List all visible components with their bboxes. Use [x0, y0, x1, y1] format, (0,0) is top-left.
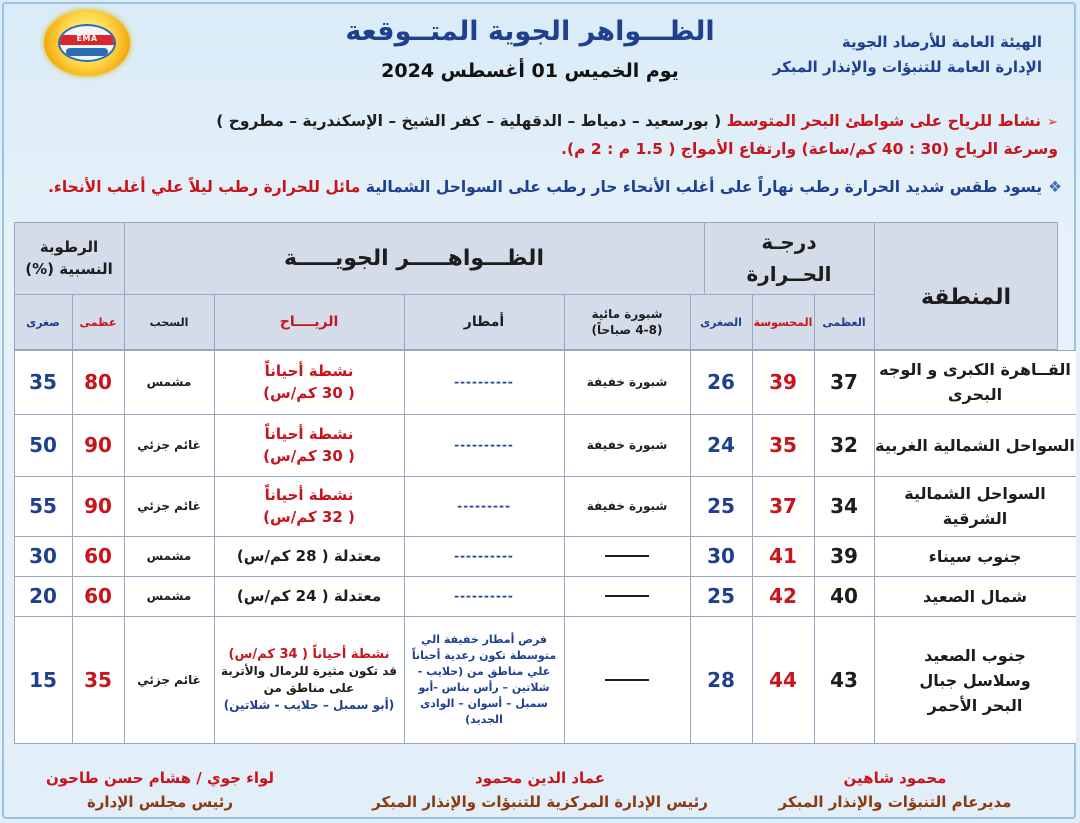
temp-feels: 37 [769, 494, 797, 518]
region-name: القــاهرة الكبرى و الوجه البحرى [879, 360, 1071, 404]
humidity-min: 20 [29, 584, 57, 608]
logo-emblem [58, 24, 116, 62]
wind-value: معتدلة ( 28 كم/س) [236, 547, 382, 565]
header-temperature: درجـة الحــرارة [746, 230, 832, 286]
subheader-min: الصغرى [700, 315, 742, 329]
logo-text: EMA [76, 34, 98, 43]
signature-chairman [10, 766, 310, 814]
fog-value [564, 616, 690, 744]
signature-position: مديرعام التنبؤات والإنذار المبكر [778, 793, 1012, 811]
rain-value: ---------- [454, 375, 514, 389]
temp-max: 43 [830, 668, 858, 692]
temp-max: 34 [830, 494, 858, 518]
signature-position: رئيس الإدارة المركزية للتنبؤات والإنذار المبكر [372, 793, 708, 811]
temp-max: 37 [830, 370, 858, 394]
clouds-value: غائم جزئي [137, 499, 201, 513]
subheader-wind: الريــــاح [279, 314, 339, 330]
temp-max: 32 [830, 433, 858, 457]
subheader-max: العظمى [822, 315, 866, 329]
rain-value: --------- [457, 499, 511, 513]
temp-min: 30 [707, 544, 735, 568]
signature-central [350, 766, 730, 814]
humidity-min: 50 [29, 433, 57, 457]
wind-value: معتدلة ( 24 كم/س) [236, 587, 382, 605]
subheader-hum-min: صغرى [26, 315, 60, 329]
temp-feels: 39 [769, 370, 797, 394]
subheader-fog: شبورة مائية (4-8 صباحاً) [591, 307, 663, 337]
wind-warning-detail: وسرعة الرياح (30 : 40 كم/ساعة) وارتفاع الأمواج ( 1.5 م : 2 م). [561, 140, 1058, 158]
wind-warning-bullet [120, 108, 1058, 162]
org-line-1: الهيئة العامة للأرصاد الجوية [841, 33, 1042, 51]
fog-value: شبورة خفيفة [586, 375, 668, 389]
temp-max: 40 [830, 584, 858, 608]
organization-name [742, 30, 1042, 80]
subheader-hum-max: عظمى [79, 315, 117, 329]
region-name: السواحل الشمالية الشرقية [904, 484, 1046, 528]
rain-value: ---------- [454, 549, 514, 563]
wind-value: نشطة أحياناً ( 34 كم/س) قد تكون مثيرة للرمال والأتربة على مناطق من (أبو سمبل – حلايب - شلاتين) [220, 647, 397, 712]
humidity-max: 90 [84, 494, 112, 518]
wind-value: نشطة أحياناً ( 32 كم/س) [263, 486, 355, 526]
signature-director [730, 766, 1060, 814]
humidity-max: 60 [84, 544, 112, 568]
page-title: الظـــواهر الجوية المتــوقعة [345, 16, 715, 47]
wind-warning-title: نشاط للرياح على شواطئ البحر المتوسط [726, 112, 1042, 130]
wind-warning-areas: ( بورسعيد – دمياط – الدقهلية – كفر الشيخ – الإسكندرية – مطروح ) [216, 112, 722, 130]
subheader-clouds: السحب [149, 315, 189, 329]
subheader-rain: أمطار [463, 314, 505, 330]
org-line-2: الإدارة العامة للتنبؤات والإنذار المبكر [772, 58, 1042, 76]
temp-max: 39 [830, 544, 858, 568]
signature-name: محمود شاهين [843, 769, 947, 787]
temp-min: 24 [707, 433, 735, 457]
wind-value: نشطة أحياناً ( 30 كم/س) [263, 362, 355, 402]
clouds-value: مشمس [146, 549, 192, 563]
fog-value [564, 576, 690, 616]
fog-value: شبورة خفيفة [586, 499, 668, 513]
humidity-min: 15 [29, 668, 57, 692]
general-weather-night: مائل للحرارة رطب ليلاً علي أغلب الأنحاء. [48, 178, 361, 196]
humidity-min: 55 [29, 494, 57, 518]
fog-value [564, 536, 690, 576]
fog-value: شبورة خفيفة [586, 438, 668, 452]
temp-min: 26 [707, 370, 735, 394]
humidity-max: 80 [84, 370, 112, 394]
humidity-max: 35 [84, 668, 112, 692]
temp-min: 28 [707, 668, 735, 692]
temp-min: 25 [707, 494, 735, 518]
arrow-bullet-icon: ➢ [1047, 115, 1058, 130]
header-region: المنطقة [920, 284, 1012, 310]
humidity-min: 35 [29, 370, 57, 394]
ema-logo [44, 10, 130, 76]
clouds-value: مشمس [146, 589, 192, 603]
rain-value: فرص أمطار خفيفة الي متوسطة تكون رعدية أحياناً علي مناطق من (حلايب - شلاتين – رأس بناس -أبو سمبل – أسوان – الوادى الجديد) [411, 633, 557, 726]
region-name: السواحل الشمالية الغربية [875, 435, 1075, 455]
clouds-value: غائم جزئي [137, 438, 201, 452]
humidity-max: 60 [84, 584, 112, 608]
header-humidity: الرطوبة النسبية (%) [25, 238, 113, 278]
rain-value: ---------- [454, 438, 514, 452]
clouds-value: غائم جزئي [137, 673, 201, 687]
temp-feels: 44 [769, 668, 797, 692]
region-name: جنوب سيناء [928, 546, 1022, 566]
general-weather-day: يسود طقس شديد الحرارة رطب نهاراً على أغلب الأنحاء حار رطب على السواحل الشمالية [365, 178, 1043, 196]
forecast-date: يوم الخميس 01 أغسطس 2024 [381, 60, 679, 82]
humidity-max: 90 [84, 433, 112, 457]
wind-value: نشطة أحياناً ( 30 كم/س) [263, 425, 355, 465]
subheader-feels: المحسوسة [753, 315, 813, 329]
temp-min: 25 [707, 584, 735, 608]
temp-feels: 35 [769, 433, 797, 457]
diamond-bullet-icon: ❖ [1048, 178, 1062, 196]
forecast-table [14, 222, 1076, 744]
signature-name: لواء جوي / هشام حسن طاحون [45, 769, 275, 787]
signature-name: عماد الدين محمود [475, 769, 605, 787]
humidity-min: 30 [29, 544, 57, 568]
clouds-value: مشمس [146, 375, 192, 389]
temp-feels: 42 [769, 584, 797, 608]
region-name: جنوب الصعيد وسلاسل جبال البحر الأحمر [919, 645, 1031, 715]
temp-feels: 41 [769, 544, 797, 568]
general-weather-bullet [14, 178, 1062, 196]
region-name: شمال الصعيد [923, 586, 1027, 606]
signature-position: رئيس مجلس الإدارة [86, 793, 234, 811]
rain-value: ---------- [454, 589, 514, 603]
header-phenomena: الظـــواهـــــر الجويـــــة [284, 245, 544, 271]
